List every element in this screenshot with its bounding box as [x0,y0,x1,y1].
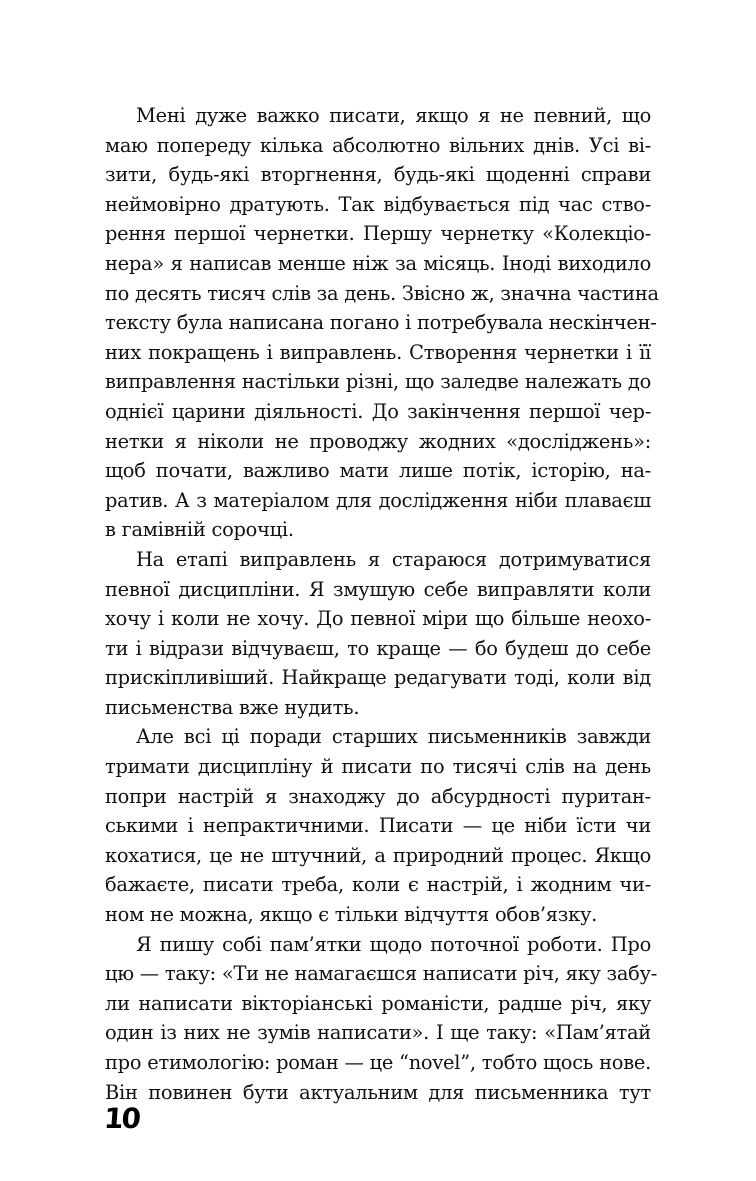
text-line: неймовірно дратують. Так відбувається під час ство- [105,192,651,216]
text-line: про етимологію: роман — це “novel”, тобто щось нове. [105,1051,651,1074]
text-line: Він повинен бути актуальним для письменника тут [105,1080,651,1104]
text-line: нера» я написав менше ніж за місяць. Іноді виходило [105,251,651,275]
text-line: щоб почати, важливо мати лише потік, історію, на- [105,459,651,483]
text-line: певної дисципліни. Я змушую себе виправляти коли [105,577,651,601]
text-line: рення першої чернетки. Першу чернетку «Колекціо- [105,222,651,246]
text-line: хочу і коли не хочу. До певної міри що більше неохо- [105,607,651,631]
text-line: Мені дуже важко писати, якщо я не певний, що [136,104,651,127]
paragraph [105,545,651,723]
paragraph [105,101,659,545]
text-line: виправлення настільки різні, що заледве належать до [105,370,651,394]
paragraph [105,722,651,929]
text-line: кохатися, це не штучний, а природний процес. Якщо [105,843,651,867]
text-line: по десять тисяч слів за день. Звісно ж, значна частина [105,281,659,305]
text-line: один із них не зумів написати». І ще таку: «Пам’ятай [105,1021,651,1045]
text-line: письменства вже нудить. [105,695,360,719]
text-line: однієї царини діяльності. До закінчення першої чер- [105,399,651,423]
text-line: ном не можна, якщо є тільки відчуття обов’язку. [105,903,598,927]
text-line: них покращень і виправлень. Створення чернетки і її [105,340,651,364]
text-line: в гамівній сорочці. [105,518,294,542]
body-text [105,101,659,1107]
text-line: Я пишу собі пам’ятки щодо поточної роботи. Про [136,932,651,956]
text-line: ськими і непрактичними. Писати — це ніби їсти чи [105,814,651,838]
text-line: ти і відрази відчуваєш, то краще — бо будеш до себе [105,636,651,660]
text-line: Але всі ці поради старших письменників завжди [136,725,651,749]
text-line: маю попереду кілька абсолютно вільних днів. Усі ві- [105,133,651,157]
page-number: 10 [102,1102,141,1135]
text-line: тримати дисципліну й писати по тисячі слів на день [105,755,651,779]
text-line: тексту була написана погано і потребувала нескінчен- [105,311,657,335]
text-line: цю — таку: «Ти не намагаєшся написати річ, яку забу- [105,962,658,986]
text-line: зити, будь-які вторгнення, будь-які щоденні справи [105,163,651,187]
text-line: прискіпливіший. Найкраще редагувати тоді, коли від [105,666,651,690]
text-line: На етапі виправлень я стараюся дотримуватися [136,547,651,571]
text-line: ли написати вікторіанські романісти, радше річ, яку [105,991,651,1015]
paragraph [105,930,658,1108]
text-line: бажаєте, писати треба, коли є настрій, і жодним чи- [105,873,651,897]
text-line: ратив. А з матеріалом для дослідження ніби плаваєш [105,488,651,512]
text-line: нетки я ніколи не проводжу жодних «досліджень»: [105,429,651,453]
text-line: попри настрій я знаходжу до абсурдності пуритан- [105,784,651,808]
